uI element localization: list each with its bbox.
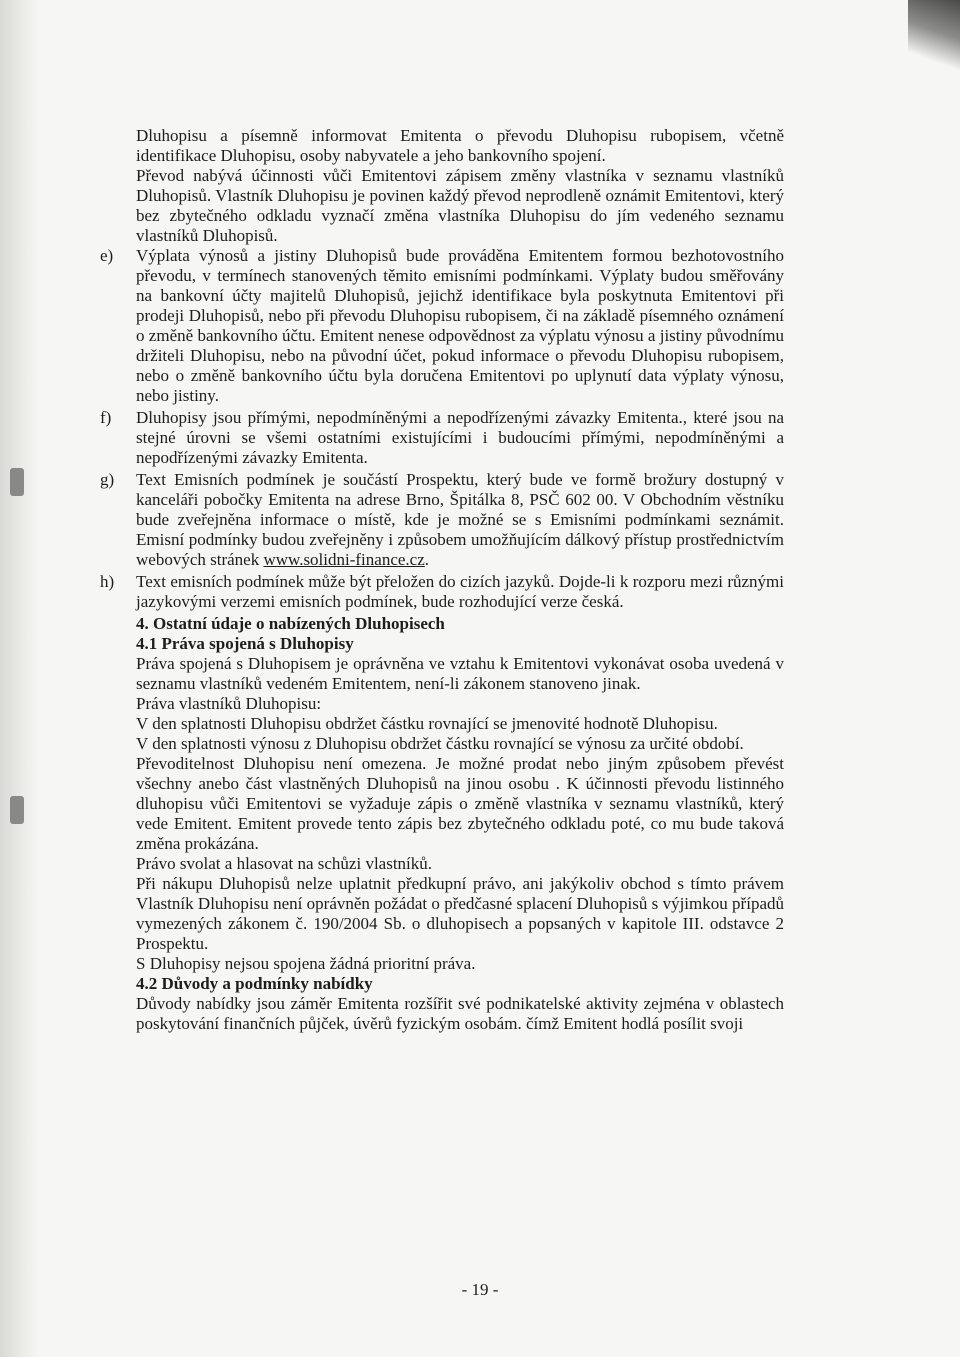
scan-left-edge — [0, 0, 40, 1357]
list-item — [100, 408, 784, 468]
list-item-text: Výplata výnosů a jistiny Dluhopisů bude prováděna Emitentem formou bezhotovostního převodu, v termínech stanovených těmito emisními podmínkami. Výplaty budou směřovány na bankovní účty majitelů Dluhopisů, jejichž identifikace byla poskytnuta Emitentovi při prodeji Dluhopisů, nebo při převodu Dluhopisu rubopisem, či na základě písemného oznámení o změně bankovního účtu. Emitent nenese odpovědnost za výplatu výnosu a jistiny původnímu držiteli Dluhopisu, nebo na původní účet, pokud informace o převodu Dluhopisu rubopisem, nebo o změně bankovního účtu byla doručena Emitentovi po uplynutí data výplaty výnosu, nebo jistiny. — [136, 246, 784, 405]
body-paragraph: Při nákupu Dluhopisů nelze uplatnit předkupní právo, ani jakýkoliv obchod s tímto právem Vlastník Dluhopisu není oprávněn požádat o předčasné splacení Dluhopisů s výjimkou případů vymezených zákonem č. 190/2004 Sb. o dluhopisech a popsaných v kapitole III. odstavce 2 Prospektu. — [136, 874, 784, 953]
list-marker: h) — [100, 572, 115, 591]
body-paragraph: Práva spojená s Dluhopisem je oprávněna ve vztahu k Emitentovi vykonávat osoba uvedená v seznamu vlastníků vedeném Emitentem, není-li zákonem stanoveno jinak. — [136, 654, 784, 693]
body-paragraph: V den splatnosti výnosu z Dluhopisu obdržet částku rovnající se výnosu za určité období. — [136, 734, 744, 753]
list-marker: g) — [100, 470, 115, 489]
list-item-text-end: . — [424, 550, 430, 569]
body-paragraph: Práva vlastníků Dluhopisu: — [136, 694, 322, 713]
list-item — [100, 572, 784, 612]
subsection-heading: 4.1 Práva spojená s Dluhopisy — [136, 634, 354, 653]
list-item-text — [136, 470, 784, 570]
body-paragraph: Důvody nabídky jsou záměr Emitenta rozšířit své podnikatelské aktivity zejména v oblastech poskytování finančních půjček, úvěrů fyzickým osobám. čímž Emitent hodlá posílit svoji — [136, 994, 784, 1033]
list-item-text: Text emisních podmínek může být přeložen do cizích jazyků. Dojde-li k rozporu mezi různými jazykovými verzemi emisních podmínek, bude rozhodující verze česká. — [136, 572, 784, 611]
list-item — [100, 246, 784, 406]
intro-paragraph: Převod nabývá účinnosti vůči Emitentovi zápisem změny vlastníka v seznamu vlastníků Dluhopisů. Vlastník Dluhopisu je povinen každý převod neprodleně oznámit Emitentovi, který bez zbytečného odkladu vyznačí změna vlastníka Dluhopisu do jím vedeného seznamu vlastníků Dluhopisů. — [136, 166, 784, 245]
list-item-text-body: Text Emisních podmínek je součástí Prospektu, který bude ve formě brožury dostupný v kanceláři pobočky Emitenta na adrese Brno, Špitálka 8, PSČ 602 00. V Obchodním věstníku bude zveřejněna informace o místě, kde je možné se s Emisními podmínkami seznámit. Emisní podmínky budou zveřejněny i způsobem umožňujícím dálkový přístup prostřednictvím webových stránek — [136, 470, 784, 569]
page-number: - 19 - — [461, 1280, 499, 1299]
body-paragraph: Převoditelnost Dluhopisu není omezena. Je možné prodat nebo jiným způsobem převést všechny anebo část vlastněných Dluhopisů na jinou osobu . K účinnosti převodu listinného dluhopisu vůči Emitentovi se vyžaduje zápis o změně vlastníka v seznamu vlastníků, který vede Emitent. Emitent provede tento zápis bez zbytečného odkladu poté, co mu bude taková změna prokázána. — [136, 754, 784, 853]
list-marker: f) — [100, 408, 112, 427]
document-page — [100, 126, 784, 1034]
body-paragraph: S Dluhopisy nejsou spojena žádná prioritní práva. — [136, 954, 476, 973]
intro-paragraph: Dluhopisu a písemně informovat Emitenta o převodu Dluhopisu rubopisem, včetně identifikace Dluhopisu, osoby nabyvatele a jeho bankovního spojení. — [136, 126, 784, 165]
website-link[interactable]: www.solidni-finance.cz — [263, 550, 425, 569]
body-paragraph: V den splatnosti Dluhopisu obdržet částku rovnající se jmenovité hodnotě Dluhopisu. — [136, 714, 718, 733]
scan-corner-shadow — [908, 0, 960, 70]
section-heading: 4. Ostatní údaje o nabízených Dluhopisech — [136, 614, 445, 633]
scan-binding-mark — [10, 468, 24, 496]
list-marker: e) — [100, 246, 114, 265]
subsection-heading: 4.2 Důvody a podmínky nabídky — [136, 974, 373, 993]
list-item-text: Dluhopisy jsou přímými, nepodmíněnými a nepodřízenými závazky Emitenta., které jsou na stejné úrovni se všemi ostatními existujícími i budoucími přímými, nepodmíněnými a nepodřízenými závazky Emitenta. — [136, 408, 784, 467]
scan-binding-mark — [10, 796, 24, 824]
list-item — [100, 470, 784, 570]
body-paragraph: Právo svolat a hlasovat na schůzi vlastníků. — [136, 854, 433, 873]
